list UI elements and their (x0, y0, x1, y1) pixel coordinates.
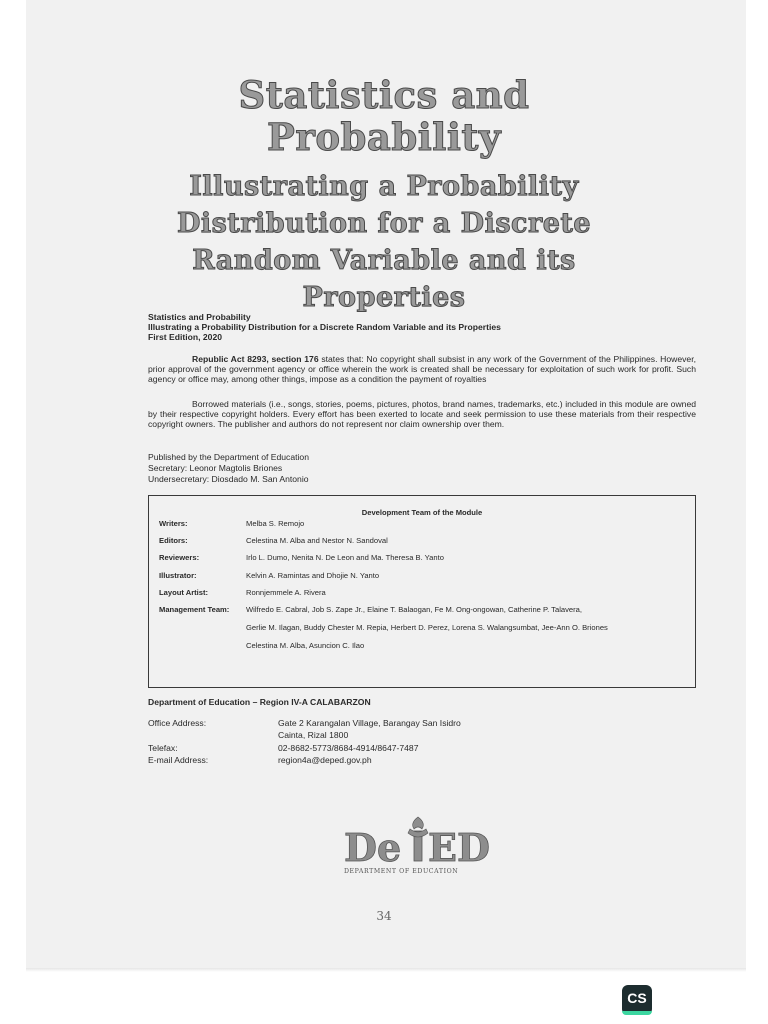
office-address-label: Office Address: (148, 718, 207, 728)
team-role: Editors: (159, 536, 188, 545)
torch-icon (408, 817, 428, 861)
deped-logo (340, 815, 490, 877)
subtitle-line-4: Properties (302, 282, 466, 313)
cover-title (0, 74, 768, 158)
office-address-line-1: Gate 2 Karangalan Village, Barangay San Isidro (278, 718, 461, 728)
colophon-module-title: Illustrating a Probability Distribution for a Discrete Random Variable and its Properties (148, 322, 501, 332)
subtitle-line-1: Illustrating a Probability (189, 171, 579, 202)
title-line-1: Statistics and (238, 73, 530, 117)
team-role: Illustrator: (159, 571, 197, 580)
camscanner-badge-icon[interactable]: CS (622, 985, 652, 1015)
undersecretary: Undersecretary: Diosdado M. San Antonio (148, 474, 309, 484)
deped-logo-icon (340, 815, 490, 877)
email-label: E-mail Address: (148, 755, 209, 765)
secretary: Secretary: Leonor Magtolis Briones (148, 463, 283, 473)
logo-tagline: DEPARTMENT OF EDUCATION (344, 868, 459, 875)
department-region: Department of Education – Region IV-A CALABARZON (148, 697, 371, 707)
colophon-edition: First Edition, 2020 (148, 332, 223, 342)
email-value: region4a@deped.gov.ph (278, 755, 372, 765)
subtitle-line-3: Random Variable and its (192, 245, 576, 276)
team-names: Wilfredo E. Cabral, Job S. Zape Jr., Elaine T. Balaogan, Fe M. Ong-ongowan, Catherine P. Talavera, (246, 605, 582, 614)
telefax-value: 02-8682-5773/8684-4914/8647-7487 (278, 743, 419, 753)
title-line-2: Probability (267, 115, 501, 159)
team-names: Ronnjemmele A. Rivera (246, 588, 326, 597)
cover-subtitle (0, 168, 768, 316)
office-address-line-2: Cainta, Rizal 1800 (278, 730, 349, 740)
borrowed-materials-notice: Borrowed materials (i.e., songs, stories, poems, pictures, photos, brand names, trademarks, etc.) included in this module are owned by their respective copyright holders. Every effort has been exerted to locate and seek permission to use these materials from their respective copyright owners. The publisher and authors do not represent nor claim ownership over them. (148, 399, 696, 429)
logo-wordmark-right: ED (428, 825, 490, 870)
team-names: Kelvin A. Ramintas and Dhojie N. Yanto (246, 571, 380, 580)
team-names: Irlo L. Dumo, Nenita N. De Leon and Ma. Theresa B. Yanto (246, 553, 444, 562)
team-names: Celestina M. Alba and Nestor N. Sandoval (246, 536, 388, 545)
team-names: Gerlie M. Ilagan, Buddy Chester M. Repia, Herbert D. Perez, Lorena S. Walangsumbat, Jee-Ann O. Briones (246, 623, 608, 632)
team-role: Layout Artist: (159, 588, 209, 597)
page-edge (26, 968, 746, 972)
team-role: Reviewers: (159, 553, 200, 562)
team-heading: Development Team of the Module (361, 508, 483, 517)
team-role: Management Team: (159, 605, 230, 614)
team-names: Melba S. Remojo (246, 519, 305, 528)
copyright-lead: Republic Act 8293, section 176 (192, 354, 319, 364)
colophon-subject: Statistics and Probability (148, 312, 251, 322)
copyright-notice (148, 354, 696, 384)
development-team-box (148, 495, 696, 688)
telefax-label: Telefax: (148, 743, 178, 753)
published-by: Published by the Department of Education (148, 452, 309, 462)
page-number: 34 (376, 909, 392, 923)
logo-wordmark-left: De (344, 825, 402, 870)
team-names: Celestina M. Alba, Asuncion C. Ilao (246, 641, 365, 650)
team-role: Writers: (159, 519, 188, 528)
copyright-text: states that: No copyright shall subsist in any work of the Government of the Philippines. However, prior approval of the government agency or office wherein the work is created shall be necessary for exploitation of such work for profit. Such agency or office may, among other things, impose as a condition the payment of royalties (148, 354, 696, 384)
subtitle-line-2: Distribution for a Discrete (176, 208, 592, 239)
